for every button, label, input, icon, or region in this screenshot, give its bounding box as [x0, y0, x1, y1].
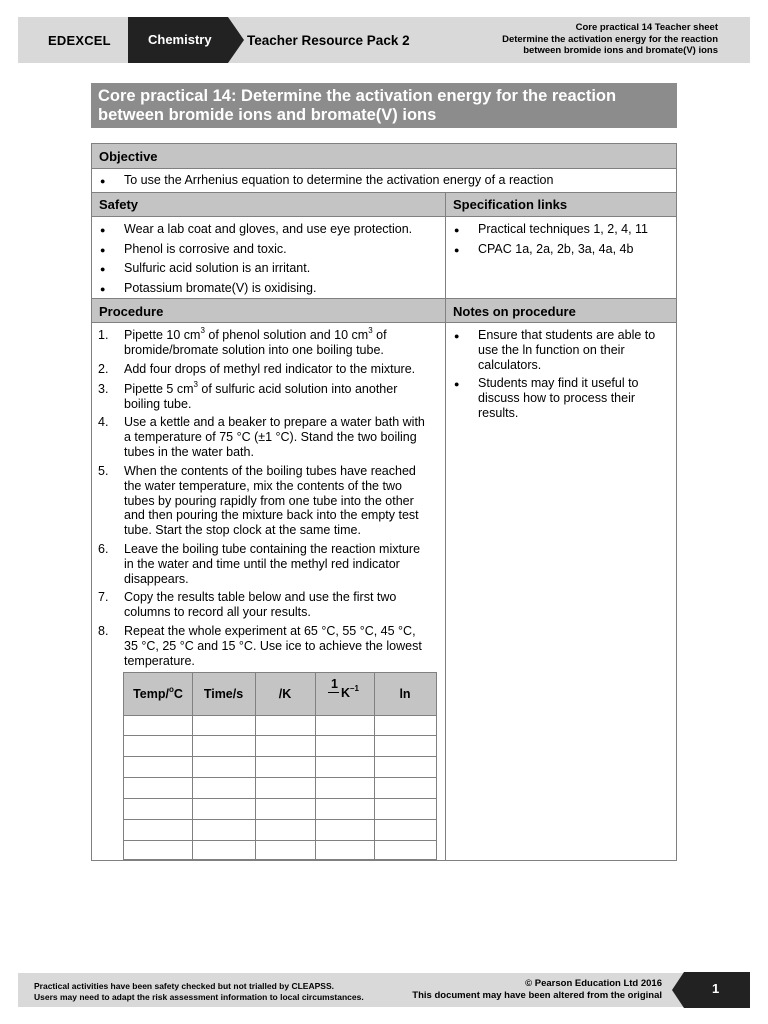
procedure-step-8	[124, 624, 422, 668]
note-line: results.	[478, 405, 519, 420]
bullet-icon: ●	[100, 264, 106, 274]
safety-item: Wear a lab coat and gloves, and use eye protection.	[124, 222, 413, 236]
divider	[92, 322, 676, 323]
step-line: in the water and time until the methyl red indicator	[124, 556, 400, 571]
step-3-text-b: of sulfuric acid solution into another	[197, 382, 398, 396]
fraction-numerator: 1	[331, 677, 338, 691]
bullet-icon: ●	[100, 176, 106, 186]
objective-header-bg	[92, 144, 676, 168]
page-number-tab	[684, 972, 750, 1008]
step-number: 3.	[98, 382, 109, 396]
bullet-icon: ●	[454, 225, 460, 235]
step-line: Repeat the whole experiment at 65 °C, 55 °C, 45 °C,	[124, 624, 416, 638]
superscript: –1	[350, 684, 359, 693]
footer-copyright-line-1: © Pearson Education Ltd 2016	[525, 978, 662, 989]
page-title-line-2: between bromide ions and bromate(V) ions	[98, 106, 437, 124]
procedure-heading: Procedure	[99, 304, 164, 319]
page-number: 1	[712, 981, 720, 996]
step-line: the water temperature, mix the contents of the two	[124, 478, 402, 493]
header-sheet-line-1: Core practical 14 Teacher sheet	[575, 22, 718, 33]
header-sheet-line-2: Determine the activation energy for the reaction	[502, 33, 718, 45]
results-row-divider	[124, 819, 436, 820]
results-header-temp-label: Temp/	[133, 687, 169, 701]
board-name: EDEXCEL	[48, 33, 111, 48]
objective-heading: Objective	[99, 149, 158, 164]
results-row-divider	[124, 777, 436, 778]
footer-copyright-line-2: This document may have been altered from the original	[412, 989, 662, 1001]
step-line: and then pouring the mixture back into the empty test	[124, 508, 419, 523]
step-line: 35 °C, 25 °C and 15 °C. Use ice to achieve the lowest	[124, 638, 422, 653]
reciprocal-unit-label: K	[341, 686, 351, 700]
results-row-divider	[124, 798, 436, 799]
step-line: When the contents of the boiling tubes have reached	[124, 464, 416, 478]
step-line: Leave the boiling tube containing the reaction mixture	[124, 542, 421, 556]
step-number: 6.	[98, 542, 109, 556]
step-1-text-b: of phenol solution and 10 cm	[204, 328, 369, 342]
spec-links-heading: Specification links	[453, 197, 568, 212]
step-line: temperature.	[124, 653, 195, 668]
safety-item: Phenol is corrosive and toxic.	[124, 242, 287, 256]
spec-link-item: CPAC 1a, 2a, 2b, 3a, 4a, 4b	[478, 242, 634, 256]
note-item-2	[478, 376, 639, 420]
step-line: disappears.	[124, 571, 189, 586]
procedure-step-7	[124, 590, 396, 620]
step-number: 4.	[98, 415, 109, 429]
step-line: tube. Start the stop clock at the same time.	[124, 523, 361, 538]
page-footer	[18, 973, 750, 1007]
page-title-line-1: Core practical 14: Determine the activation energy for the reaction	[98, 87, 617, 105]
bullet-icon: ●	[454, 379, 460, 389]
step-1-text-line2: bromide/bromate solution into one boiling tube.	[124, 342, 384, 357]
note-line: use the ln function on their	[478, 342, 625, 357]
step-number: 5.	[98, 464, 109, 478]
step-number: 7.	[98, 590, 109, 604]
page-header	[18, 17, 750, 63]
bullet-icon: ●	[454, 245, 460, 255]
procedure-header-bg	[92, 298, 676, 322]
procedure-step-5	[124, 464, 419, 538]
procedure-step-4	[124, 415, 425, 459]
safety-heading: Safety	[99, 197, 139, 212]
page-title	[91, 83, 677, 128]
spec-link-item: Practical techniques 1, 2, 4, 11	[478, 222, 649, 236]
results-row-divider	[124, 735, 436, 736]
step-number: 1.	[98, 328, 109, 342]
results-header-temp	[124, 687, 192, 701]
pack-name: Teacher Resource Pack 2	[247, 33, 410, 48]
reciprocal-unit	[341, 686, 359, 700]
column-divider	[445, 192, 446, 860]
bullet-icon: ●	[100, 245, 106, 255]
page-number-tab-arrow	[672, 972, 684, 1008]
subject-tab-arrow	[228, 17, 244, 63]
fraction-bar	[328, 692, 339, 693]
safety-item: Potassium bromate(V) is oxidising.	[124, 281, 317, 295]
header-sheet-line-3: between bromide ions and bromate(V) ions	[523, 45, 718, 56]
step-line: Copy the results table below and use the first two	[124, 590, 397, 604]
step-1-text-c: of	[372, 328, 387, 342]
results-header-temp-unit: C	[173, 687, 183, 701]
divider	[92, 168, 676, 169]
note-line: calculators.	[478, 357, 542, 372]
superscript: o	[168, 685, 174, 694]
bullet-icon: ●	[100, 284, 106, 294]
step-line: tubes by pouring rapidly from one tube into the other	[124, 493, 414, 508]
notes-heading: Notes on procedure	[453, 304, 576, 319]
footer-disclaimer-line-2: Users may need to adapt the risk assessment information to local circumstances.	[34, 991, 364, 1002]
header-sheet-info	[502, 22, 718, 57]
results-table	[123, 672, 437, 860]
step-line: a temperature of 75 °C (±1 °C). Stand the two boiling	[124, 429, 417, 444]
procedure-step-3	[124, 382, 397, 412]
results-row-divider	[124, 756, 436, 757]
bullet-icon: ●	[100, 225, 106, 235]
results-header-reciprocal	[315, 677, 374, 707]
note-item-1	[478, 328, 655, 372]
footer-disclaimer	[34, 981, 364, 1002]
objective-text: To use the Arrhenius equation to determine the activation energy of a reaction	[124, 173, 554, 187]
step-number: 2.	[98, 362, 109, 376]
subject-tab	[128, 17, 228, 63]
step-3-text-a: Pipette 5 cm	[124, 382, 194, 396]
results-header-time: Time/s	[203, 687, 244, 701]
step-line: Use a kettle and a beaker to prepare a water bath with	[124, 415, 425, 429]
note-line: discuss how to process their	[478, 390, 636, 405]
step-3-text-line2: boiling tube.	[124, 396, 192, 411]
safety-header-bg	[92, 192, 676, 216]
procedure-step-2: Add four drops of methyl red indicator to the mixture.	[124, 362, 416, 376]
note-line: Ensure that students are able to	[478, 328, 656, 342]
divider	[92, 216, 676, 217]
superscript: 3	[368, 326, 373, 335]
divider	[92, 298, 676, 299]
footer-copyright	[412, 978, 662, 1001]
results-header-kelvin: /K	[278, 687, 292, 701]
superscript: 3	[193, 380, 198, 389]
results-row-divider	[124, 840, 436, 841]
step-number: 8.	[98, 624, 109, 638]
safety-item: Sulfuric acid solution is an irritant.	[124, 261, 311, 275]
step-1-text-a: Pipette 10 cm	[124, 328, 201, 342]
superscript: 3	[200, 326, 205, 335]
footer-disclaimer-line-1: Practical activities have been safety checked but not trialled by CLEAPSS.	[34, 981, 334, 991]
results-row-divider	[124, 715, 436, 716]
note-line: Students may find it useful to	[478, 376, 639, 390]
procedure-step-6	[124, 542, 420, 586]
step-line: columns to record all your results.	[124, 604, 311, 619]
results-header-ln: ln	[399, 687, 411, 701]
step-line: tubes in the water bath.	[124, 444, 254, 459]
bullet-icon: ●	[454, 331, 460, 341]
subject-label: Chemistry	[148, 32, 212, 47]
procedure-step-1	[124, 328, 387, 358]
divider	[92, 192, 676, 193]
